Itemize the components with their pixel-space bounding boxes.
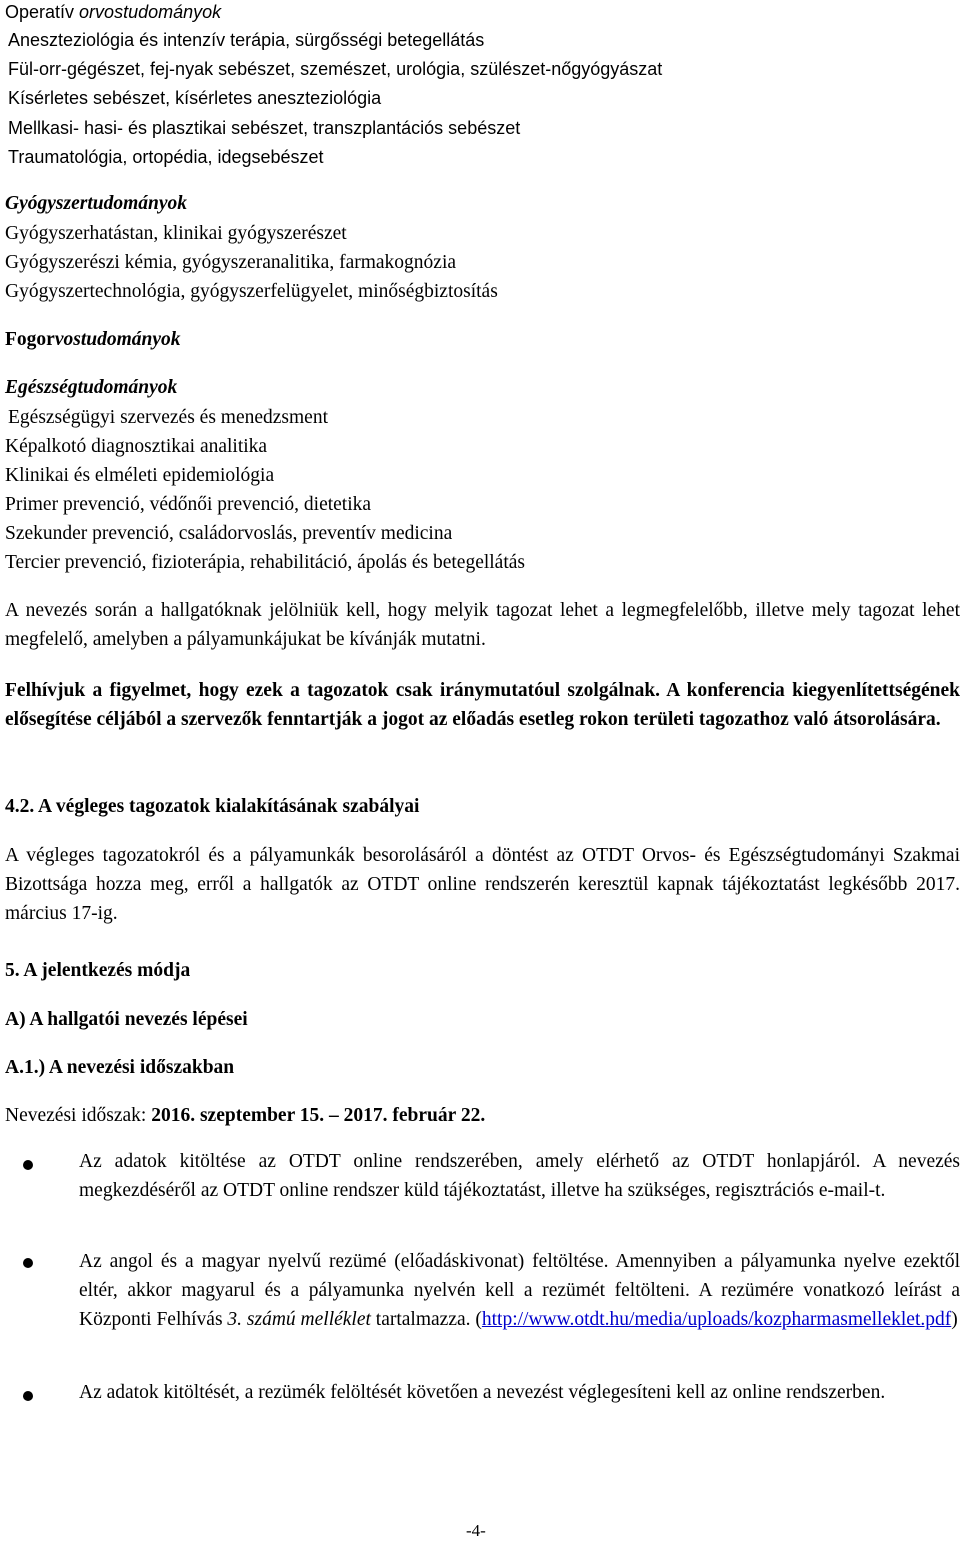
bullet-item-resume (79, 1247, 960, 1334)
bullet-icon (23, 1160, 33, 1170)
paragraph-notice: Felhívjuk a figyelmet, hogy ezek a tagozatok csak iránymutatóul szolgálnak. A konferencia kiegyenlítettségének elősegítése céljából a szervezők fenntartják a jogot az előadás esetleg rokon területi tagozathoz való átsorolására. (5, 680, 960, 730)
bullet-item-data-entry: Az adatok kitöltése az OTDT online rendszerében, amely elérhető az OTDT honlapjáról. A nevezés megkezdéséről az OTDT online rendszer küld tájékoztatást, illetve ha szükséges, regisztrációs e-mail-t. (79, 1151, 960, 1201)
list-item: Kísérletes sebészet, kísérletes aneszteziológia (8, 88, 382, 108)
heading-suffix: orvostudományok (79, 2, 222, 22)
list-item: Szekunder prevenció, családorvoslás, preventív medicina (5, 523, 453, 544)
bullet-text: Az angol és a magyar nyelvű rezümé (előadáskivonat) feltöltése. Amennyiben a pályamunka nyelve ezektől eltér, akkor magyarul és a pályamunka nyelvén kell a rezümét feltölteni. A rezümére vonatkozó leírást a Központi Felhívás (79, 1251, 960, 1330)
list-item: Gyógyszerészi kémia, gyógyszeranalitika, farmakognózia (5, 252, 457, 273)
heading-prefix: Operatív (5, 2, 75, 22)
section-heading-dental (5, 328, 181, 352)
bullet-text-after: tartalmazza. ( (370, 1309, 482, 1330)
list-item: Primer prevenció, védőnői prevenció, dietetika (5, 494, 372, 515)
list-item: Egészségügyi szervezés és menedzsment (8, 407, 328, 428)
annex-link[interactable]: http://www.otdt.hu/media/uploads/kozpharmasmelleklet.pdf (481, 1309, 952, 1330)
page-number: -4- (466, 1521, 486, 1540)
list-item: Képalkotó diagnosztikai analitika (5, 436, 268, 457)
list-item: Gyógyszerhatástan, klinikai gyógyszerészet (5, 223, 347, 244)
list-item: Aneszteziológia és intenzív terápia, sürgősségi betegellátás (8, 30, 485, 50)
section-heading-health: Egészségtudományok (5, 377, 178, 398)
section-heading-operative (5, 0, 221, 24)
paragraph-final-sections: A végleges tagozatokról és a pályamunkák besorolásáról a döntést az OTDT Orvos- és Egészségtudományi Szakmai Bizottsága hozza meg, erről a hallgatók az OTDT online rendszerén keresztül kapnak tájékoztatást legkésőbb 2017. március 17-ig. (5, 845, 960, 924)
period-label: Nevezési időszak: (5, 1105, 152, 1126)
section-heading-5: 5. A jelentkezés módja (5, 960, 191, 981)
list-item: Traumatológia, ortopédia, idegsebészet (8, 147, 324, 167)
paragraph-nomination: A nevezés során a hallgatóknak jelölniük kell, hogy melyik tagozat lehet a legmegfelelőbb, illetve mely tagozat lehet megfelelő, amelyben a pályamunkájukat be kívánják mutatni. (5, 600, 960, 650)
bullet-item-finalize: Az adatok kitöltését, a rezümék felöltését követően a nevezést véglegesíteni kell az online rendszerben. (79, 1382, 886, 1403)
list-item: Fül-orr-gégészet, fej-nyak sebészet, szemészet, urológia, szülészet-nőgyógyászat (8, 59, 663, 79)
heading-suffix: vostudományok (54, 329, 181, 350)
section-heading-a1: A.1.) A nevezési időszakban (5, 1057, 235, 1078)
bullet-icon (23, 1258, 33, 1268)
section-heading-pharma: Gyógyszertudományok (5, 193, 187, 214)
list-item: Mellkasi- hasi- és plasztikai sebészet, transzplantációs sebészet (8, 118, 521, 138)
heading-prefix: Fogor (5, 329, 55, 350)
list-item: Klinikai és elméleti epidemiológia (5, 465, 275, 486)
list-item: Gyógyszertechnológia, gyógyszerfelügyelet, minőségbiztosítás (5, 281, 498, 302)
annex-reference: 3. számú melléklet (227, 1309, 371, 1330)
section-heading-4-2: 4.2. A végleges tagozatok kialakításának szabályai (5, 796, 420, 817)
nomination-period (5, 1104, 485, 1128)
section-heading-a: A) A hallgatói nevezés lépései (5, 1009, 248, 1030)
bullet-icon (23, 1391, 33, 1401)
period-value: 2016. szeptember 15. – 2017. február 22. (151, 1105, 486, 1126)
bullet-text-close: ) (951, 1309, 958, 1330)
list-item: Tercier prevenció, fizioterápia, rehabilitáció, ápolás és betegellátás (5, 552, 525, 573)
